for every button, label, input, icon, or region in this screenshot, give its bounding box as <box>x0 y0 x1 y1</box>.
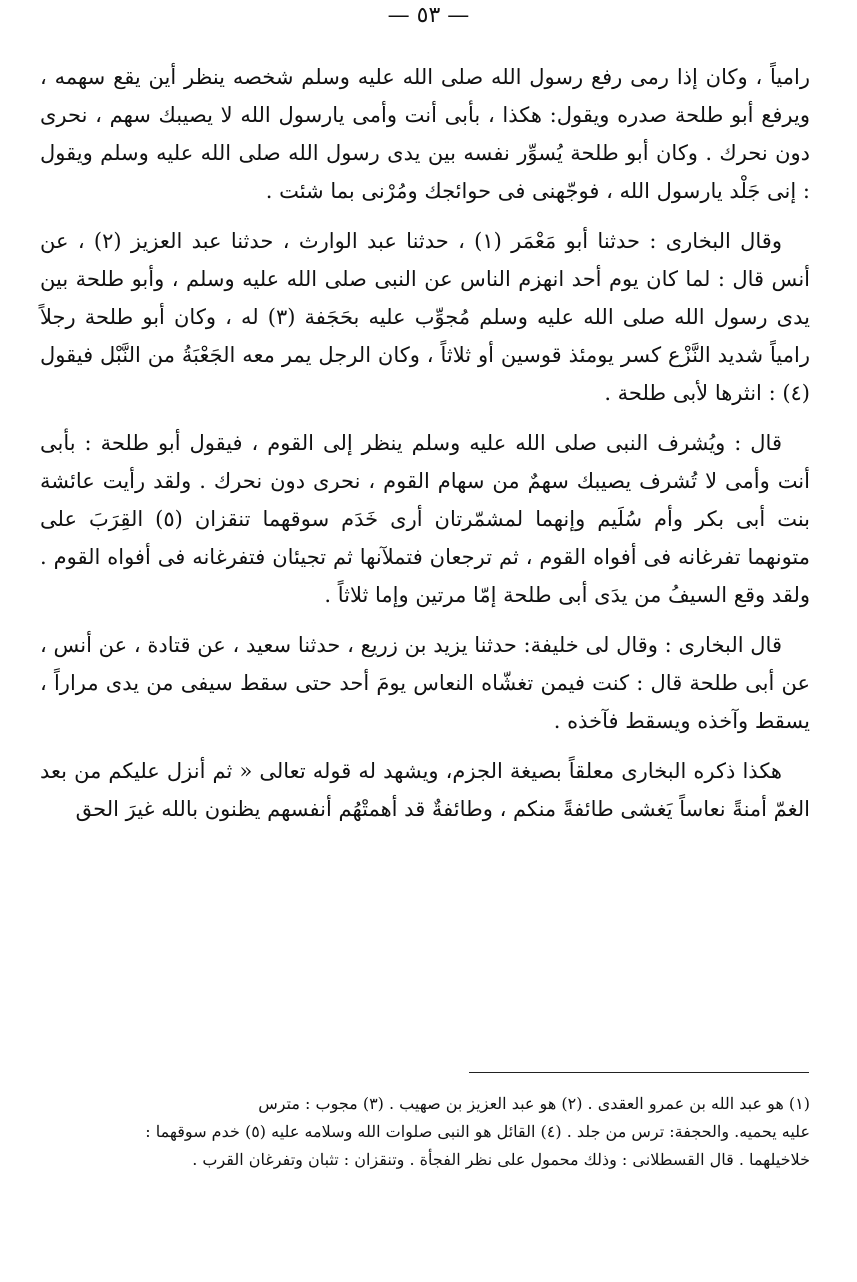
footnote-line: خلاخيلهما . قال القسطلانى : وذلك محمول على نظر الفجأة . وتنقزان : تثبان وتفرغان القرب . <box>192 1150 810 1169</box>
paragraph-bukhari-anas-narration: وقال البخارى : حدثنا أبو مَعْمَر (١) ، حدثنا عبد الوارث ، حدثنا عبد العزيز (٢) ، عن أنس قال : لما كان يوم أحد انهزم الناس عن النبى صلى الله عليه وسلم ، وأبو طلحة بين يدى رسول الله صلى الله عليه وسلم مُجوِّب عليه بحَجَفة (٣) له ، وكان أبو طلحة رجلاً رامياً شديد النَّزْع كسر يومئذ قوسين أو ثلاثاً ، وكان الرجل يمر معه الجَعْبَةُ من النَّبْل فيقول (٤) : انثرها لأبى طلحة . <box>40 229 810 405</box>
main-text <box>40 58 810 828</box>
paragraph-quran-verse: هكذا ذكره البخارى معلقاً بصيغة الجزم، ويشهد له قوله تعالى « ثم أنزل عليكم من بعد الغمّ أمنةً نعاساً يَغشى طائفةً منكم ، وطائفةٌ قد أهمتْهُم أنفسهم يظنون بالله غيرَ الحق <box>40 759 810 821</box>
paragraph-abu-talha-archer: رامياً ، وكان إذا رمى رفع رسول الله صلى الله عليه وسلم شخصه ينظر أين يقع سهمه ، ويرفع أبو طلحة صدره ويقول: هكذا ، بأبى أنت وأمى يارسول الله لا يصيبك سهم ، نحرى دون نحرك . وكان أبو طلحة يُسوِّر نفسه بين يدى رسول الله صلى الله عليه وسلم ويقول : إنى جَلْد يارسول الله ، فوجّهنى فى حوائجك ومُرْنى بما شئت . <box>40 65 810 203</box>
footnotes <box>40 1090 810 1174</box>
paragraph-bukhari-drowsiness: قال البخارى : وقال لى خليفة: حدثنا يزيد بن زريع ، حدثنا سعيد ، عن قتادة ، عن أنس ، عن أبى طلحة قال : كنت فيمن تغشّاه النعاس يومَ أحد حتى سقط سيفى من يدى مراراً ، يسقط وآخذه ويسقط فآخذه . <box>40 633 810 733</box>
paragraph-prophet-looks-at-enemy: قال : ويُشرف النبى صلى الله عليه وسلم ينظر إلى القوم ، فيقول أبو طلحة : بأبى أنت وأمى لا تُشرف يصيبك سهمٌ من سهام القوم ، نحرى دون نحرك . ولقد رأيت عائشة بنت أبى بكر وأم سُلَيم وإنهما لمشمّرتان أرى خَدَم سوقهما تنقزان (٥) القِرَبَ على متونهما تفرغانه فى أفواه القوم ، ثم ترجعان فتملآنها ثم تجيئان فتفرغانه فى أفواه القوم . ولقد وقع السيفُ من يدَى أبى طلحة إمّا مرتين وإما ثلاثاً . <box>40 431 811 607</box>
page-number: — ٥٣ — <box>387 3 470 28</box>
footnote-divider <box>469 1072 809 1073</box>
footnote-line: عليه يحميه. والحجفة: ترس من جلد . (٤) القائل هو النبى صلوات الله وسلامه عليه (٥) خدم سوقهما : <box>145 1122 810 1141</box>
footnote-line: (١) هو عبد الله بن عمرو العقدى . (٢) هو عبد العزيز بن صهيب . (٣) مجوب : مترس <box>258 1094 810 1113</box>
